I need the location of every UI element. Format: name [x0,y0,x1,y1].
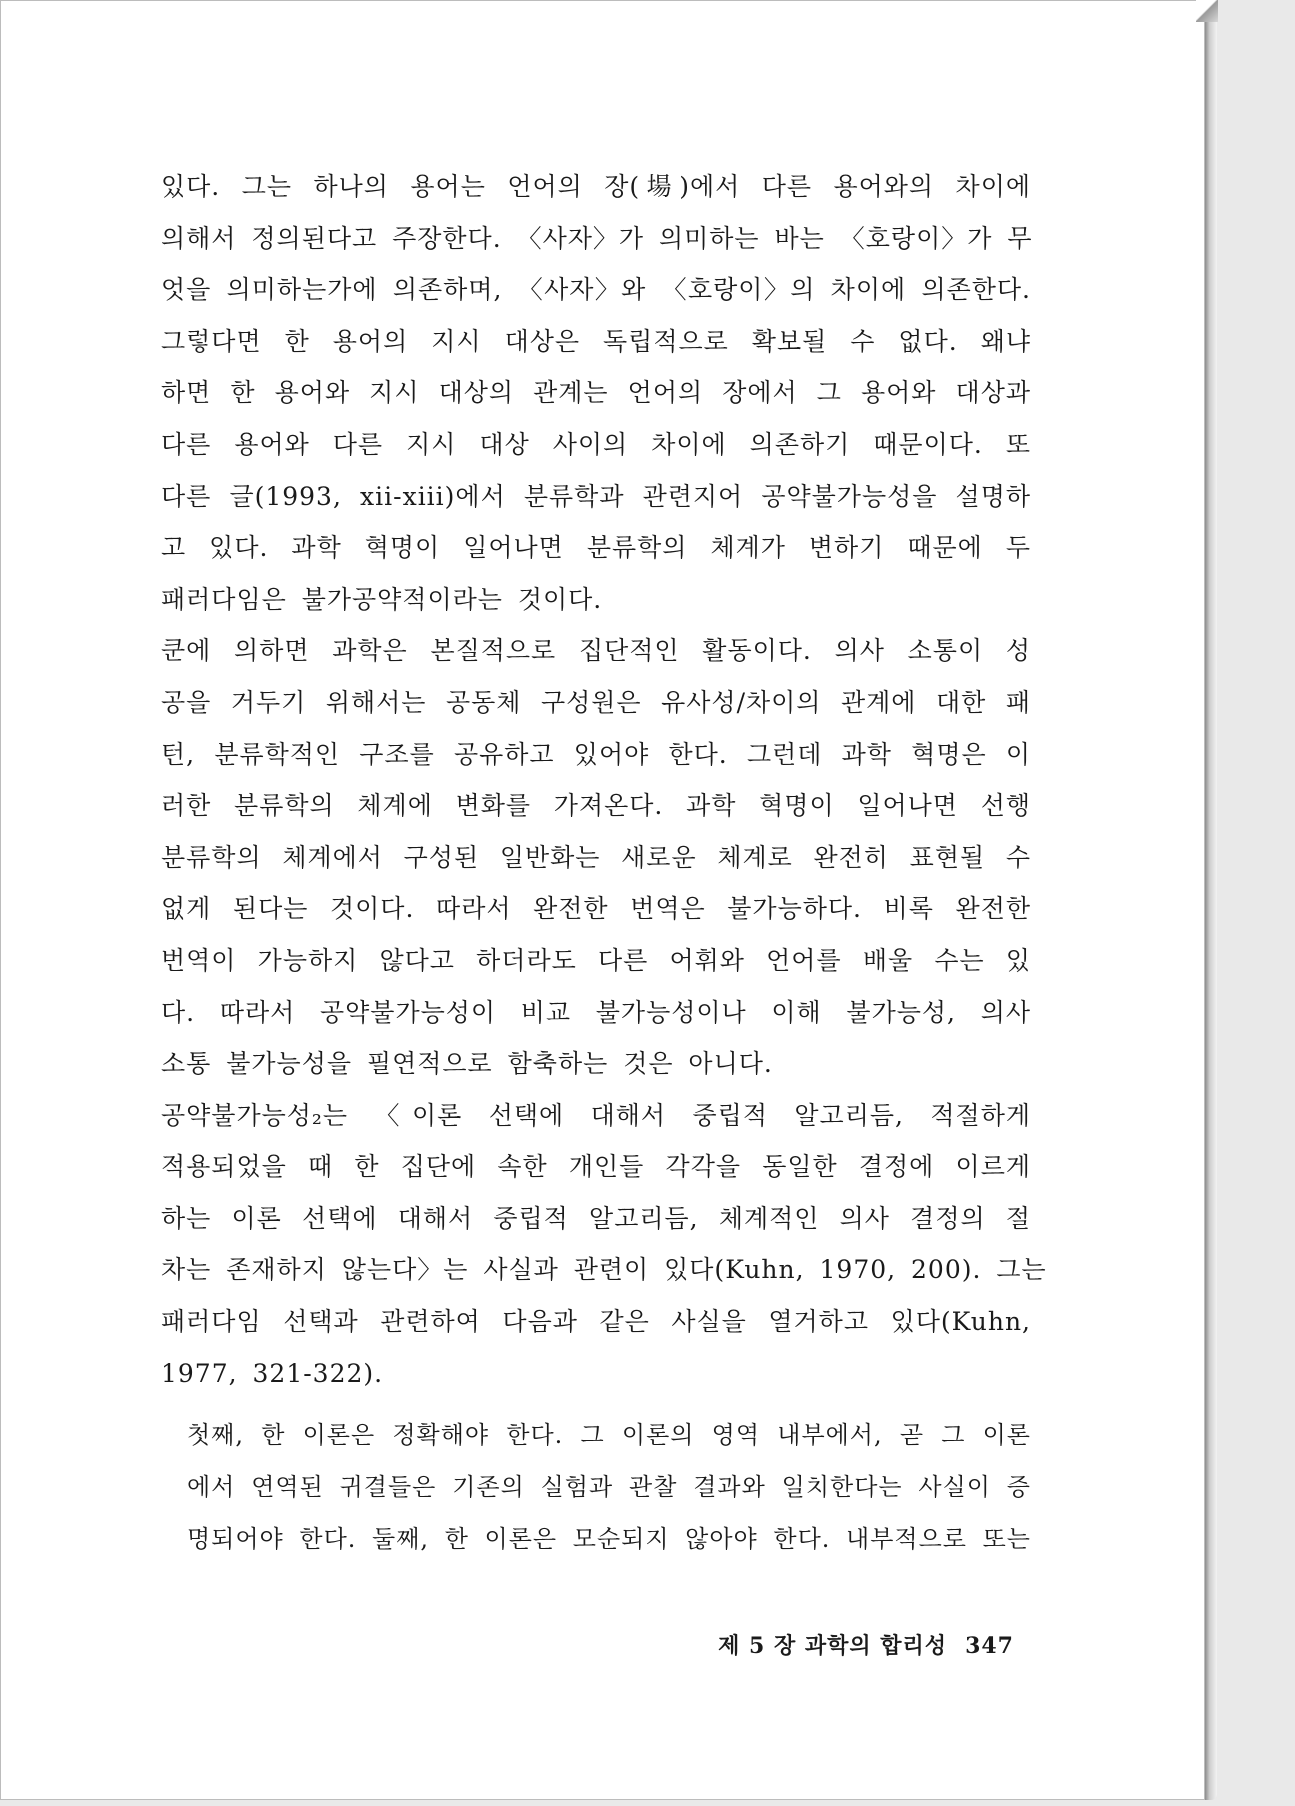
text-line: 분류학의 체계에서 구성된 일반화는 새로운 체계로 완전히 표현될 수 [161,842,1031,872]
text-line: 있다. 그는 하나의 용어는 언어의 장(場)에서 다른 용어와의 차이에 [161,172,1031,201]
text-line: 그렇다면 한 용어의 지시 대상은 독립적으로 확보될 수 없다. 왜냐 [161,326,1031,356]
paragraph-1 [161,161,1031,625]
text-line: 러한 분류학의 체계에 변화를 가져온다. 과학 혁명이 일어나면 선행 [161,791,1031,821]
body-text [161,161,1047,1399]
text-line: 엇을 의미하는가에 의존하며, 〈사자〉와 〈호랑이〉의 차이에 의존한다. [161,275,1031,305]
text-line: 1977, 321-322). [161,1358,384,1388]
text-line: 공약불가능성₂는 〈이론 선택에 대해서 중립적 알고리듬, 적절하게 [161,1100,1031,1130]
text-line: 차는 존재하지 않는다〉는 사실과 관련이 있다(Kuhn, 1970, 200). 그는 [161,1255,1047,1285]
quote-line: 명되어야 한다. 둘째, 한 이론은 모순되지 않아야 한다. 내부적으로 또는 [187,1525,1031,1553]
text-line: 다. 따라서 공약불가능성이 비교 불가능성이나 이해 불가능성, 의사 [161,997,1031,1027]
text-line: 번역이 가능하지 않다고 하더라도 다른 어휘와 언어를 배울 수는 있 [161,945,1031,975]
text-line: 고 있다. 과학 혁명이 일어나면 분류학의 체계가 변하기 때문에 두 [161,533,1031,563]
text-line: 쿤에 의하면 과학은 본질적으로 집단적인 활동이다. 의사 소통이 성 [161,636,1031,666]
quote-line: 첫째, 한 이론은 정확해야 한다. 그 이론의 영역 내부에서, 곧 그 이론 [187,1421,1031,1449]
page-edge-shadow [1205,8,1217,1800]
text-line: 하면 한 용어와 지시 대상의 관계는 언어의 장에서 그 용어와 대상과 [161,378,1031,408]
chapter-title: 제 5 장 과학의 합리성 [718,1633,948,1659]
text-line: 다른 글(1993, xii-xiii)에서 분류학과 관련지어 공약불가능성을 설명하 [161,481,1031,511]
text-line: 공을 거두기 위해서는 공동체 구성원은 유사성/차이의 관계에 대한 패 [161,687,1031,717]
page-curl [1196,0,1218,22]
text-line: 없게 된다는 것이다. 따라서 완전한 번역은 불가능하다. 비록 완전한 [161,894,1031,924]
page-footer [718,1629,1014,1660]
paragraph-3 [161,1090,1047,1400]
text-line: 다른 용어와 다른 지시 대상 사이의 차이에 의존하기 때문이다. 또 [161,429,1031,459]
text-line: 의해서 정의된다고 주장한다. 〈사자〉가 의미하는 바는 〈호랑이〉가 무 [161,223,1033,253]
paragraph-2 [161,625,1031,1089]
text-line: 적용되었을 때 한 집단에 속한 개인들 각각을 동일한 결정에 이르게 [161,1152,1031,1182]
text-line: 소통 불가능성을 필연적으로 함축하는 것은 아니다. [161,1049,773,1079]
text-line: 턴, 분류학적인 구조를 공유하고 있어야 한다. 그런데 과학 혁명은 이 [161,739,1031,769]
page-number: 347 [965,1633,1014,1659]
quote-line: 에서 연역된 귀결들은 기존의 실험과 관찰 결과와 일치한다는 사실이 증 [187,1473,1031,1501]
text-line: 패러다임 선택과 관련하여 다음과 같은 사실을 열거하고 있다(Kuhn, [161,1307,1031,1337]
text-line: 패러다임은 불가공약적이라는 것이다. [161,584,603,614]
text-line: 하는 이론 선택에 대해서 중립적 알고리듬, 체계적인 의사 결정의 절 [161,1203,1031,1233]
block-quote [187,1409,1031,1565]
